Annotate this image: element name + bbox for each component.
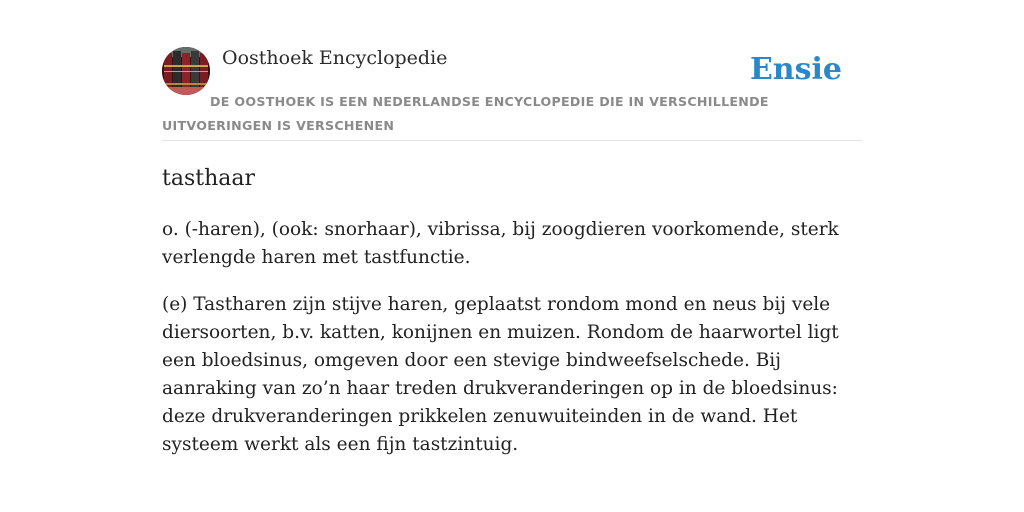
entry-definition: o. (-haren), (ook: snorhaar), vibrissa, bij zoogdieren voorkomende, sterk verlengde haren met tastfunctie.: [162, 219, 839, 268]
encyclopedia-books-avatar-icon[interactable]: [162, 47, 210, 95]
ensie-logo[interactable]: Ensie: [749, 52, 842, 87]
source-header: [162, 46, 862, 141]
entry-paragraph: (e) Tastharen zijn stijve haren, geplaatst rondom mond en neus bij vele diersoorten, b.v. katten, konijnen en muizen. Rondom de haarwortel ligt een bloedsinus, omgeven door een stevige bindweefselschede. Bij aanraking van zo’n haar treden drukveranderingen op in de bloedsinus: deze drukveranderingen prikkelen zenuwuiteinden in de wand. Het systeem werkt als een fijn tastzintuig.: [162, 294, 839, 455]
entry-title: tasthaar: [162, 166, 256, 191]
source-description: DE OOSTHOEK IS EEN NEDERLANDSE ENCYCLOPEDIE DIE IN VERSCHILLENDE UITVOERINGEN IS VERSCHENEN: [162, 94, 769, 133]
source-name[interactable]: Oosthoek Encyclopedie: [222, 47, 448, 69]
